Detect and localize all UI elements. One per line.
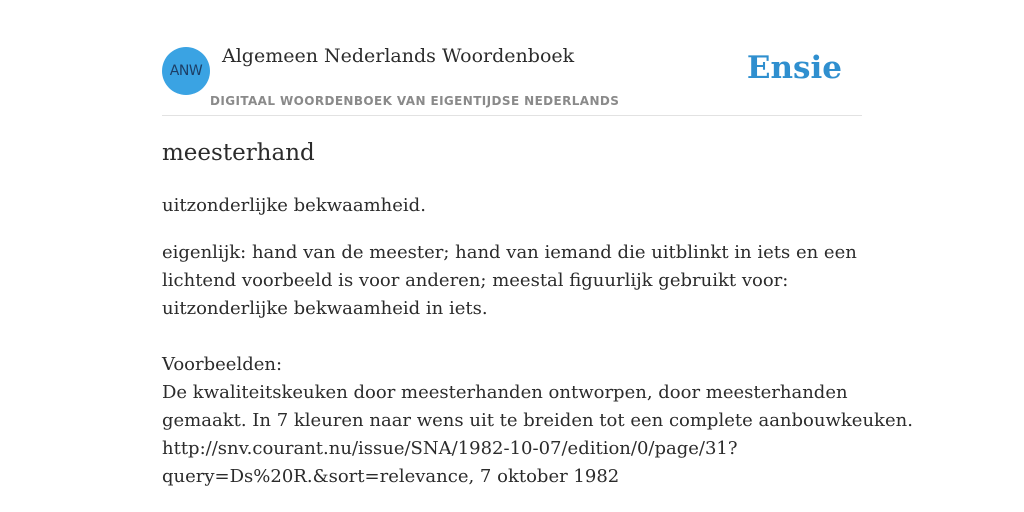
example-line: De kwaliteitskeuken door meesterhanden ontworpen, door meesterhanden: [162, 382, 848, 403]
definition-line: eigenlijk: hand van de meester; hand van iemand die uitblinkt in iets en een: [162, 242, 857, 263]
example-source-link: http://snv.courant.nu/issue/SNA/1982-10-07/edition/0/page/31?: [162, 438, 738, 459]
dictionary-card: [162, 0, 913, 512]
site-title[interactable]: Algemeen Nederlands Woordenboek: [222, 45, 575, 67]
logo-text: ANW: [169, 63, 203, 79]
short-definition: uitzonderlijke bekwaamheid.: [162, 195, 426, 216]
definition-block: [162, 239, 913, 491]
headword: meesterhand: [162, 140, 315, 166]
blank-line: [162, 323, 862, 351]
site-subtitle: DIGITAAL WOORDENBOEK VAN EIGENTIJDSE NEDERLANDS: [210, 94, 620, 108]
examples-label: Voorbeelden:: [162, 354, 283, 375]
definition-line: lichtend voorbeeld is voor anderen; meestal figuurlijk gebruikt voor:: [162, 270, 789, 291]
example-line: gemaakt. In 7 kleuren naar wens uit te breiden tot een complete aanbouwkeuken.: [162, 410, 913, 431]
header-divider: [162, 115, 862, 116]
ensie-brand-logo[interactable]: Ensie: [746, 50, 842, 86]
anw-logo[interactable]: [162, 47, 210, 95]
example-source-line: query=Ds%20R.&sort=relevance, 7 oktober 1982: [162, 466, 620, 487]
definition-line: uitzonderlijke bekwaamheid in iets.: [162, 298, 488, 319]
